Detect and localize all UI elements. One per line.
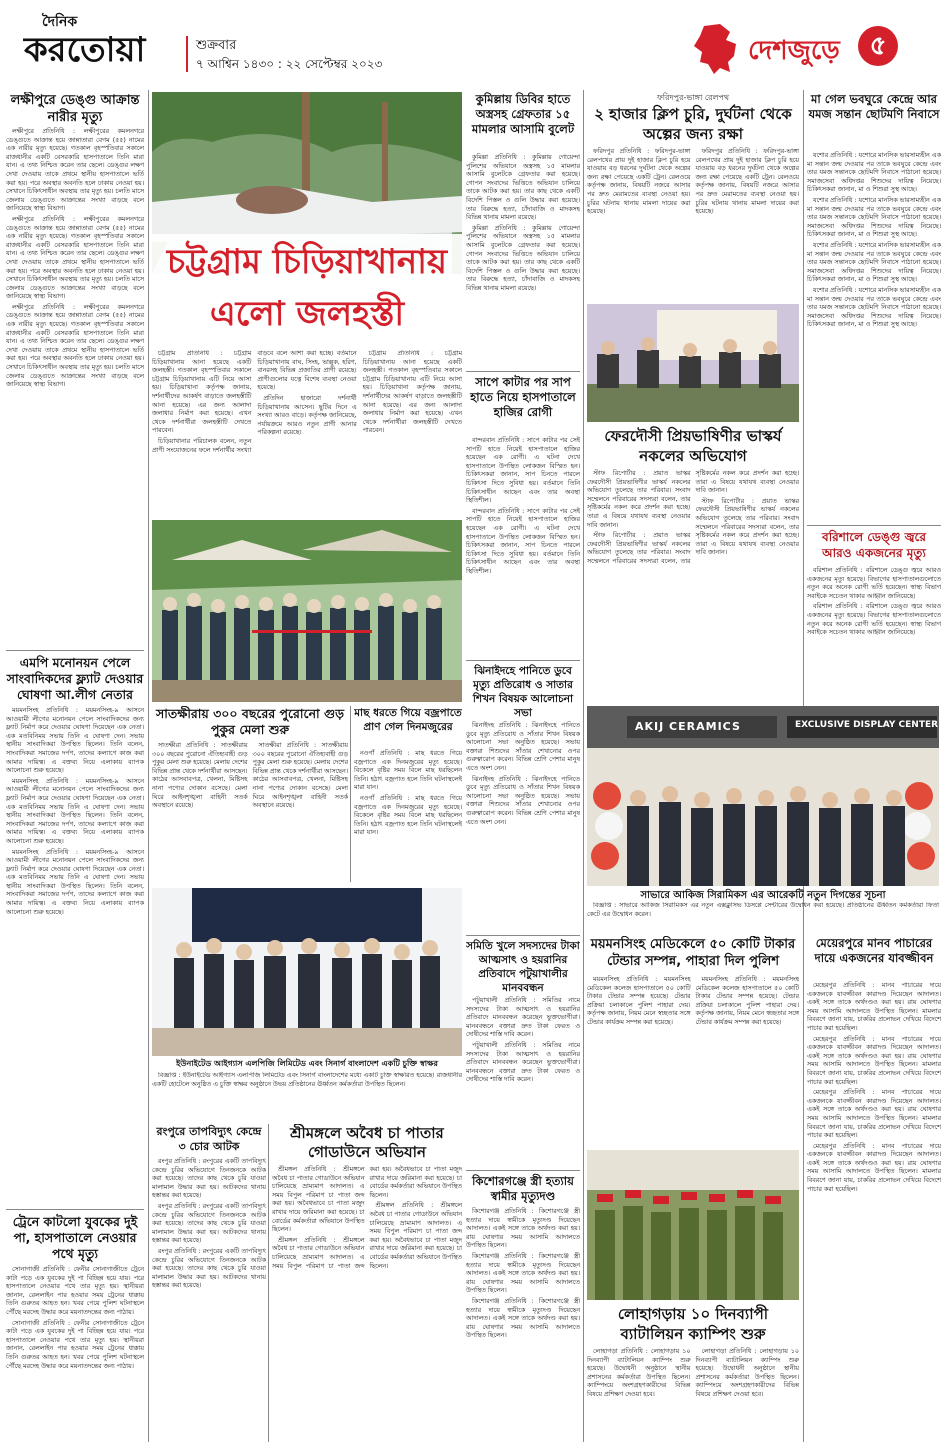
lead-headline: চট্টগ্রাম চিড়িয়াখানায় এলো জলহস্তী <box>152 234 462 346</box>
headline-mymensingh-tender: ময়মনসিংহ মেডিকেলে ৫০ কোটি টাকার টেন্ডার সম্পন্ন, পাহারা দিল পুলিশ <box>590 937 796 969</box>
article-text: বিজ্ঞপ্তি : ইউনাইটেড আইগ্যাস এলপিজি লিমিটেড এবং সিনার্গ বাংলাদেশের মধ্যে একটি চুক্তি স্বাক্ষরিত হয়েছে। রাজধানীর একটি হোটেলে অনুষ্ঠিত এ চুক্তি স্বাক্ষর অনুষ্ঠানে উভয় প্রতিষ্ঠানের ঊর্ধ্বতন কর্মকর্তারা উপস্থিত ছিলেন। <box>152 1072 462 1088</box>
article-gur-pukur <box>152 742 348 878</box>
masthead <box>0 0 945 88</box>
article-text: শ্রীমঙ্গল প্রতিনিধি : শ্রীমঙ্গলে অবৈধ চা পাতার গোডাউনে অভিযান চালিয়েছে ভ্রাম্যমাণ আদালত। এ সময় বিপুল পরিমাণ চা পাতা জব্দ করা হয়। অবৈধভাবে চা পাতা মজুদ রাখার দায়ে জরিমানা করা হয়েছে। চা বোর্ডের কর্মকর্তারা অভিযানে উপস্থিত ছিলেন। <box>369 1202 462 1270</box>
article-text: বরিশাল প্রতিনিধি : বরিশালে ডেঙ্গু জ্বরে আরও একজনের মৃত্যু হয়েছে। বিভাগের হাসপাতালগুলোতে নতুন করে অনেক রোগী ভর্তি হয়েছেন। স্বাস্থ্য বিভাগ সবাইকে সচেতন থাকার আহ্বান জানিয়েছে। <box>807 603 941 637</box>
article-text: বান্দরবান প্রতিনিধি : সাপে কাটার পর সেই সাপটি হাতে নিয়েই হাসপাতালে হাজির হয়েছেন এক রোগী। এ ঘটনা দেখে হাসপাতালে উপস্থিত লোকজন বিস্মিত হন। চিকিৎসকরা জানান, সাপ চিনতে পারলে চিকিৎসা দিতে সুবিধা হয়। বর্তমানে তিনি চিকিৎসাধীন আছেন এবং তার অবস্থা স্থিতিশীল। <box>466 437 580 505</box>
lead-article <box>152 350 462 518</box>
article-text: ঝিনাইদহ প্রতিনিধি : ঝিনাইদহে পানিতে ডুবে মৃত্যু প্রতিরোধ ও সাঁতার শিখন বিষয়ক আলোচনা সভা অনুষ্ঠিত হয়েছে। সভায় বক্তারা শিশুদের সাঁতার শেখানোর ওপর গুরুত্বারোপ করেন। বিভিন্ন শ্রেণি পেশার মানুষ এতে অংশ নেন। <box>466 775 580 826</box>
article-text: বরিশাল প্রতিনিধি : বরিশালে ডেঙ্গু জ্বরে আরও একজনের মৃত্যু হয়েছে। বিভাগের হাসপাতালগুলোতে নতুন করে অনেক রোগী ভর্তি হয়েছেন। স্বাস্থ্য বিভাগ সবাইকে সচেতন থাকার আহ্বান জানিয়েছে। <box>807 567 941 600</box>
headline-tea-raid: শ্রীমঙ্গলে অবৈধ চা পাতার গোডাউনে অভিযান <box>290 1124 444 1161</box>
article-text: মেহেরপুর প্রতিনিধি : মানব পাচারের দায়ে একজনকে যাবজ্জীবন কারাদণ্ড দিয়েছেন আদালত। একই সঙ্গে তাকে অর্থদণ্ডও করা হয়। রায় ঘোষণার সময় আসামি আদালতে উপস্থিত ছিলেন। মামলার বিবরণে জানা যায়, চাকরির প্রলোভন দেখিয়ে বিদেশে পাচার করা হয়েছিল। <box>807 982 941 1032</box>
article-text: ফরিদপুর প্রতিনিধি : ফরিদপুর-ভাঙ্গা রেলপথের প্রায় দুই হাজার ক্লিপ চুরি হয়ে যাওয়ায় বড় ধরনের দুর্ঘটনা থেকে অল্পের জন্য রক্ষা পেয়েছে একটি ট্রেন। রেলওয়ে কর্তৃপক্ষ জানায়, বিষয়টি নজরে আসার পর দ্রুত মেরামতের ব্যবস্থা নেওয়া হয়। চুরির ঘটনায় থানায় মামলা দায়ের করা হয়েছে। <box>695 148 799 216</box>
caption-agreement: ইউনাইটেড আইগ্যাস এলপিজি লিমিটেড এবং সিনার্গ বাংলাদেশ একটি চুক্তি স্বাক্ষর <box>176 1059 438 1068</box>
article-text: রংপুর প্রতিনিধি : রংপুরের একটি তাপবিদ্যুৎ কেন্দ্রে চুরির অভিযোগে তিনজনকে আটক করা হয়েছে। তাদের কাছ থেকে চুরি যাওয়া মালামাল উদ্ধার করা হয়। আটকদের থানায় হস্তান্তর করা হয়েছে। <box>152 1202 266 1245</box>
article-akij <box>587 902 939 932</box>
paper-name: করতোয়া <box>24 30 146 70</box>
article-text: ঝিনাইদহ প্রতিনিধি : ঝিনাইদহে পানিতে ডুবে মৃত্যু প্রতিরোধ ও সাঁতার শিখন বিষয়ক আলোচনা সভা অনুষ্ঠিত হয়েছে। সভায় বক্তারা শিশুদের সাঁতার শেখানোর ওপর গুরুত্বারোপ করেন। বিভিন্ন শ্রেণি পেশার মানুষ এতে অংশ নেন। <box>466 722 580 772</box>
article-divider <box>466 660 580 661</box>
article-text: চট্টগ্রাম প্রতিনিধি : চট্টগ্রাম চিড়িয়াখানায় আনা হয়েছে একটি জলহস্তী। গতকাল বৃহস্পতিবার সকালে চট্টগ্রাম চিড়িয়াখানায় এটি নিয়ে আসা হয়। চিড়িয়াখানা কর্তৃপক্ষ জানায়, দর্শনার্থীদের আকর্ষণ বাড়াতে জলহস্তীটি আনা হয়েছে। এর জন্য আলাদা জলাধার নির্মাণ করা হয়েছে। এখন থেকে দর্শনার্থীরা জলহস্তীটি দেখতে পারবেন। <box>362 350 462 435</box>
article-divider <box>6 1209 144 1210</box>
headline-lightning: মাছ ধরতে গিয়ে বজ্রপাতে প্রাণ গেল দিনমজুরের <box>354 707 462 733</box>
article-text: লোহাগড়া প্রতিনিধি : লোহাগড়ায় ১০ দিনব্যাপী ব্যাটালিয়ন ক্যাম্পিং শুরু হয়েছে। উদ্বোধনী অনুষ্ঠানে স্থানীয় প্রশাসনের কর্মকর্তারা উপস্থিত ছিলেন। ক্যাম্পিংয়ে অংশগ্রহণকারীদের বিভিন্ন বিষয়ে প্রশিক্ষণ দেওয়া হবে। <box>695 1348 799 1398</box>
article-text: ময়মনসিংহ প্রতিনিধি : ময়মনসিংহ-৯ আসনে আওয়ামী লীগের মনোনয়ন পেলে সাংবাদিকদের জন্য ফ্ল্যাট নির্মাণ করে দেওয়ার ঘোষণা দিয়েছেন এক নেতা। এক মতবিনিময় সভায় তিনি এ ঘোষণা দেন। সভায় স্থানীয় সাংবাদিকরা উপস্থিত ছিলেন। তিনি বলেন, সাংবাদিকরা সমাজের দর্পণ, তাদের কল্যাণে কাজ করা আমার দায়িত্ব। এ বক্তব্য নিয়ে এলাকায় ব্যাপক আলোচনা শুরু হয়েছে। <box>6 848 144 916</box>
story-rangpur-theft <box>152 1124 266 1442</box>
article-text: ময়মনসিংহ প্রতিনিধি : ময়মনসিংহ মেডিকেল কলেজ হাসপাতালে ৫০ কোটি টাকার টেন্ডার সম্পন্ন হয়েছে। টেন্ডার প্রক্রিয়া চলাকালে পুলিশ পাহারা দেয়। কর্তৃপক্ষ জানায়, নিয়ম মেনে স্বচ্ছতার সঙ্গে টেন্ডার কার্যক্রম সম্পন্ন করা হয়েছে। <box>695 976 799 1026</box>
column-rule <box>268 1124 269 1442</box>
article-text: চট্টগ্রাম প্রতিনিধি : চট্টগ্রাম চিড়িয়াখানায় আনা হয়েছে একটি জলহস্তী। গতকাল বৃহস্পতিবার সকালে চট্টগ্রাম চিড়িয়াখানায় এটি নিয়ে আসা হয়। চিড়িয়াখানা কর্তৃপক্ষ জানায়, দর্শনার্থীদের আকর্ষণ বাড়াতে জলহস্তীটি আনা হয়েছে। এর জন্য আলাদা জলাধার নির্মাণ করা হয়েছে। এখন থেকে দর্শনার্থীরা জলহস্তীটি দেখতে পারবেন। <box>152 350 252 435</box>
story-gur-pukur <box>152 706 348 882</box>
article-text: সোনাগাজী প্রতিনিধি : ফেনীর সোনাগাজীতে ট্রেনে কাটা পড়ে এক যুবকের দুই পা বিচ্ছিন্ন হয়ে যায়। পরে হাসপাতালে নেওয়ার পথে তার মৃত্যু হয়। স্থানীয়রা জানান, রেললাইন পার হওয়ার সময় ট্রেনের ধাক্কায় তিনি গুরুতর আহত হন। খবর পেয়ে পুলিশ ঘটনাস্থলে পৌঁছে মরদেহ উদ্ধার করে ময়নাতদন্তের জন্য পাঠায়। <box>6 1266 144 1316</box>
article-text: যশোর প্রতিনিধি : যশোরে মানসিক ভারসাম্যহীন এক মা সন্তান জন্ম দেওয়ার পর তাকে ভবঘুরে কেন্দ্রে এবং তার যমজ সন্তানকে ছোটমণি নিবাসে পাঠানো হয়েছে। সমাজসেবা অধিদপ্তর শিশুদের দায়িত্ব নিয়েছে। চিকিৎসকরা জানান, মা ও শিশুরা সুস্থ আছে। <box>807 286 941 329</box>
article-text: ময়মনসিংহ প্রতিনিধি : ময়মনসিংহ-৯ আসনে আওয়ামী লীগের মনোনয়ন পেলে সাংবাদিকদের জন্য ফ্ল্যাট নির্মাণ করে দেওয়ার ঘোষণা দিয়েছেন এক নেতা। এক মতবিনিময় সভায় তিনি এ ঘোষণা দেন। সভায় স্থানীয় সাংবাদিকরা উপস্থিত ছিলেন। তিনি বলেন, সাংবাদিকরা সমাজের দর্পণ, তাদের কল্যাণে কাজ করা আমার দায়িত্ব। এ বক্তব্য নিয়ে এলাকায় ব্যাপক আলোচনা শুরু হয়েছে। <box>6 777 144 845</box>
headline-kishoreganj-verdict: কিশোরগঞ্জে স্ত্রী হত্যায় স্বামীর মৃত্যুদণ্ড <box>472 1174 574 1203</box>
section-banner <box>690 22 900 74</box>
article-text: নওগাঁ প্রতিনিধি : মাছ ধরতে গিয়ে বজ্রপাতে এক দিনমজুরের মৃত্যু হয়েছে। বিকেলে বৃষ্টির সময় বিলে মাছ ধরছিলেন তিনি। হঠাৎ বজ্রপাত হলে তিনি ঘটনাস্থলেই মারা যান। <box>354 794 462 837</box>
article-jhenaidah-swim <box>466 722 580 932</box>
article-snake-patient <box>466 437 580 657</box>
article-text: কিশোরগঞ্জ প্রতিনিধি : কিশোরগঞ্জে স্ত্রী হত্যার দায়ে স্বামীকে মৃত্যুদণ্ড দিয়েছেন আদালত। একই সঙ্গে তাকে অর্থদণ্ড করা হয়। রায় ঘোষণার সময় আসামি আদালতে উপস্থিত ছিলেন। <box>466 1208 580 1250</box>
column-rule <box>583 90 584 1442</box>
column-rule <box>803 936 804 1442</box>
article-mp-nomination <box>6 707 144 1205</box>
article-text: লক্ষীপুরে প্রতিনিধি : লক্ষীপুরের কমলনগরে ডেঙ্গুতে আক্রান্ত হয়ে জান্নাতারা বেগম (৫৫) নামের এক নারীর মৃত্যু হয়েছে। গতকাল বৃহস্পতিবার সকালে রাজধানীর একটি বেসরকারি হাসপাতালে তিনি মারা যান। এ তথ্য নিশ্চিত করেন তার ছেলে। ডেঙ্গুর লক্ষণ দেখা দেওয়ায় তাকে প্রথমে স্থানীয় হাসপাতালে ভর্তি করা হয়। পরে অবস্থার অবনতি হলে ঢাকায় নেওয়া হয়। সেখানে চিকিৎসাধীন অবস্থায় তার মৃত্যু হয়। চলতি মাসে জেলায় ডেঙ্গুতে আক্রান্তের সংখ্যা বাড়ছে বলে জানিয়েছে স্বাস্থ্য বিভাগ। <box>6 128 144 213</box>
headline-snake-patient: সাপে কাটার পর সাপ হাতে নিয়ে হাসপাতালে হাজির রোগী <box>470 375 576 419</box>
article-text: স্টাফ রিপোর্টার : প্রয়াত ভাস্কর ফেরদৌসী প্রিয়ভাষিণীর ভাস্কর্য নকলের অভিযোগ তুলেছে তার পরিবার। সংবাদ সম্মেলনে পরিবারের সদস্যরা বলেন, তার সৃষ্টিকর্মের নকল করে প্রদর্শন করা হচ্ছে। তারা এ বিষয়ে যথাযথ ব্যবস্থা নেওয়ার দাবি জানান। <box>587 470 691 529</box>
headline-sculpture-copy: ফেরদৌসী প্রিয়ভাষিণীর ভাস্কর্য নকলের অভিযোগ <box>604 427 782 465</box>
masthead-divider <box>186 36 188 72</box>
article-text: স্টাফ রিপোর্টার : প্রয়াত ভাস্কর ফেরদৌসী প্রিয়ভাষিণীর ভাস্কর্য নকলের অভিযোগ তুলেছে তার পরিবার। সংবাদ সম্মেলনে পরিবারের সদস্যরা বলেন, তার সৃষ্টিকর্মের নকল করে প্রদর্শন করা হচ্ছে। তারা এ বিষয়ে যথাযথ ব্যবস্থা নেওয়ার দাবি জানান। <box>587 470 799 565</box>
akij-sign-subtext: EXCLUSIVE DISPLAY CENTER <box>795 720 939 730</box>
article-text: ফরিদপুর প্রতিনিধি : ফরিদপুর-ভাঙ্গা রেলপথের প্রায় দুই হাজার ক্লিপ চুরি হয়ে যাওয়ায় বড় ধরনের দুর্ঘটনা থেকে অল্পের জন্য রক্ষা পেয়েছে একটি ট্রেন। রেলওয়ে কর্তৃপক্ষ জানায়, বিষয়টি নজরে আসার পর দ্রুত মেরামতের ব্যবস্থা নেওয়া হয়। চুরির ঘটনায় থানায় মামলা দায়ের করা হয়েছে। <box>587 148 691 216</box>
issue-day: শুক্রবার <box>196 38 237 53</box>
photo-press-conference <box>587 304 799 422</box>
article-lightning <box>354 750 462 878</box>
article-rangpur-theft <box>152 1158 266 1438</box>
story-mymensingh-tender <box>587 936 799 1146</box>
article-divider <box>466 1170 580 1171</box>
caption-akij: সাভারে আকিজ সিরামিকস এর আরেকটি নতুন দিগন্তের সূচনা <box>640 890 886 901</box>
article-dengue-lakshmipur <box>6 128 144 646</box>
article-tea-raid <box>272 1166 462 1438</box>
article-text: কিশোরগঞ্জ প্রতিনিধি : কিশোরগঞ্জে স্ত্রী হত্যার দায়ে স্বামীকে মৃত্যুদণ্ড দিয়েছেন আদালত। একই সঙ্গে তাকে অর্থদণ্ড করা হয়। রায় ঘোষণার সময় আসামি আদালতে উপস্থিত ছিলেন। <box>466 1297 580 1340</box>
akij-sign-text: AKIJ CERAMICS <box>635 720 741 733</box>
article-text: লক্ষীপুরে প্রতিনিধি : লক্ষীপুরের কমলনগরে ডেঙ্গুতে আক্রান্ত হয়ে জান্নাতারা বেগম (৫৫) নামের এক নারীর মৃত্যু হয়েছে। গতকাল বৃহস্পতিবার সকালে রাজধানীর একটি বেসরকারি হাসপাতালে তিনি মারা যান। এ তথ্য নিশ্চিত করেন তার ছেলে। ডেঙ্গুর লক্ষণ দেখা দেওয়ায় তাকে প্রথমে স্থানীয় হাসপাতালে ভর্তি করা হয়। পরে অবস্থার অবনতি হলে ঢাকায় নেওয়া হয়। সেখানে চিকিৎসাধীন অবস্থায় তার মৃত্যু হয়। চলতি মাসে জেলায় ডেঙ্গুতে আক্রান্তের সংখ্যা বাড়ছে বলে জানিয়েছে স্বাস্থ্য বিভাগ। <box>6 303 144 389</box>
photo-battalion-camping <box>587 1150 799 1300</box>
article-patuakhali-protest <box>466 997 580 1167</box>
article-divider <box>6 650 144 651</box>
column-left <box>6 92 144 1442</box>
headline-patuakhali-protest: সমিতি খুলে সদস্যদের টাকা আত্মসাৎ ও হয়রানির প্রতিবাদে পটুয়াখালীর মানববন্ধন <box>466 940 580 994</box>
article-text: শ্রীমঙ্গল প্রতিনিধি : শ্রীমঙ্গলে অবৈধ চা পাতার গোডাউনে অভিযান চালিয়েছে ভ্রাম্যমাণ আদালত। এ সময় বিপুল পরিমাণ চা পাতা জব্দ করা হয়। অবৈধভাবে চা পাতা মজুদ রাখার দায়ে জরিমানা করা হয়েছে। চা বোর্ডের কর্মকর্তারা অভিযানে উপস্থিত ছিলেন। <box>272 1166 365 1234</box>
headline-comilla-arrest: কুমিল্লায় ডিবির হাতে অস্ত্রসহ গ্রেফতার ১৫ মামলার আসামি বুলেট <box>471 92 575 136</box>
column-rule <box>350 706 351 882</box>
article-text: পটুয়াখালী প্রতিনিধি : সমিতির নামে সদস্যদের টাকা আত্মসাৎ ও হয়রানির প্রতিবাদে মানববন্ধন করেছেন ভুক্তভোগীরা। মানববন্ধনে বক্তারা দ্রুত টাকা ফেরত ও দোষীদের শাস্তি দাবি করেন। <box>466 997 580 1039</box>
photo-fair-opening <box>152 520 462 702</box>
headline-clip-theft: ২ হাজার ক্লিপ চুরি, দুর্ঘটনা থেকে অল্পের জন্য রক্ষা <box>594 105 792 143</box>
headline-barishal-dengue: বরিশালে ডেঙ্গু জ্বরে আরও একজনের মৃত্যু <box>822 530 926 560</box>
headline-human-trafficking: মেয়েরপুরে মানব পাচারের দায়ে একজনের যাবজ্জীবন <box>814 936 934 965</box>
article-text: বান্দরবান প্রতিনিধি : সাপে কাটার পর সেই সাপটি হাতে নিয়েই হাসপাতালে হাজির হয়েছেন এক রোগী। এ ঘটনা দেখে হাসপাতালে উপস্থিত লোকজন বিস্মিত হন। চিকিৎসকরা জানান, সাপ চিনতে পারলে চিকিৎসা দিতে সুবিধা হয়। বর্তমানে তিনি চিকিৎসাধীন আছেন এবং তার অবস্থা স্থিতিশীল। <box>466 507 580 575</box>
kicker-faridpur-rail: ফরিদপুর-ভাঙ্গা রেলপথ <box>656 93 730 102</box>
article-kishoreganj-verdict <box>466 1208 580 1408</box>
story-battalion-camping <box>587 1304 799 1442</box>
article-text: স্টাফ রিপোর্টার : প্রয়াত ভাস্কর ফেরদৌসী প্রিয়ভাষিণীর ভাস্কর্য নকলের অভিযোগ তুলেছে তার পরিবার। সংবাদ সম্মেলনে পরিবারের সদস্যরা বলেন, তার সৃষ্টিকর্মের নকল করে প্রদর্শন করা হচ্ছে। তারা এ বিষয়ে যথাযথ ব্যবস্থা নেওয়ার দাবি জানান। <box>695 497 799 557</box>
photo-agreement-signing <box>152 888 462 1056</box>
article-text: যশোর প্রতিনিধি : যশোরে মানসিক ভারসাম্যহীন এক মা সন্তান জন্ম দেওয়ার পর তাকে ভবঘুরে কেন্দ্রে এবং তার যমজ সন্তানকে ছোটমণি নিবাসে পাঠানো হয়েছে। সমাজসেবা অধিদপ্তর শিশুদের দায়িত্ব নিয়েছে। চিকিৎসকরা জানান, মা ও শিশুরা সুস্থ আছে। <box>807 152 941 194</box>
article-clip-theft <box>587 148 799 302</box>
article-divider <box>466 935 580 936</box>
article-train-accident <box>6 1266 144 1436</box>
article-human-trafficking <box>807 982 941 1438</box>
page-number-text: ৫ <box>869 31 887 61</box>
story-human-trafficking <box>807 936 941 1442</box>
article-text: মেহেরপুর প্রতিনিধি : মানব পাচারের দায়ে একজনকে যাবজ্জীবন কারাদণ্ড দিয়েছেন আদালত। একই সঙ্গে তাকে অর্থদণ্ডও করা হয়। রায় ঘোষণার সময় আসামি আদালতে উপস্থিত ছিলেন। মামলার বিবরণে জানা যায়, চাকরির প্রলোভন দেখিয়ে বিদেশে পাচার করা হয়েছিল। <box>807 1142 941 1193</box>
article-text: কুমিল্লা প্রতিনিধি : কুমিল্লায় গোয়েন্দা পুলিশের অভিযানে অস্ত্রসহ ১৫ মামলার আসামি বুলেটকে গ্রেফতার করা হয়েছে। গোপন সংবাদের ভিত্তিতে অভিযান চালিয়ে তাকে আটক করা হয়। তার কাছ থেকে একটি বিদেশি পিস্তল ও গুলি উদ্ধার করা হয়েছে। তার বিরুদ্ধে হত্যা, চাঁদাবাজি ও মাদকসহ বিভিন্ন থানায় মামলা রয়েছে। <box>466 224 580 292</box>
article-text: কিশোরগঞ্জ প্রতিনিধি : কিশোরগঞ্জে স্ত্রী হত্যার দায়ে স্বামীকে মৃত্যুদণ্ড দিয়েছেন আদালত। একই সঙ্গে তাকে অর্থদণ্ড করা হয়। রায় ঘোষণার সময় আসামি আদালতে উপস্থিত ছিলেন। <box>466 1252 580 1295</box>
article-mother-twins <box>807 152 941 522</box>
article-text: বিজ্ঞপ্তি : সাভারে আকিজ সিরামিকস এর নতুন এক্সক্লুসিভ ডিসপ্লে সেন্টারের উদ্বোধন করা হয়েছে। প্রতিষ্ঠানের ঊর্ধ্বতন কর্মকর্তারা ফিতা কেটে এর উদ্বোধন করেন। <box>587 902 939 918</box>
headline-gur-pukur: সাতক্ষীরায় ৩০০ বছরের পুরোনো গুড় পুকুর মেলা শুরু <box>155 706 345 737</box>
article-text: সোনাগাজী প্রতিনিধি : ফেনীর সোনাগাজীতে ট্রেনে কাটা পড়ে এক যুবকের দুই পা বিচ্ছিন্ন হয়ে যায়। পরে হাসপাতালে নেওয়ার পথে তার মৃত্যু হয়। স্থানীয়রা জানান, রেললাইন পার হওয়ার সময় ট্রেনের ধাক্কায় তিনি গুরুতর আহত হন। খবর পেয়ে পুলিশ ঘটনাস্থলে পৌঁছে মরদেহ উদ্ধার করে ময়নাতদন্তের জন্য পাঠায়। <box>6 1319 144 1370</box>
story-lightning <box>354 706 462 882</box>
page-number <box>858 26 898 66</box>
article-text: সাতক্ষীরা প্রতিনিধি : সাতক্ষীরায় ৩০০ বছরের পুরোনো ঐতিহ্যবাহী গুড় পুকুর মেলা শুরু হয়েছে। মেলায় দেশের বিভিন্ন প্রান্ত থেকে দর্শনার্থীরা আসছেন। কাঠের আসবাবপত্র, খেলনা, মিষ্টিসহ নানা পণ্যের দোকান বসেছে। মেলা ঘিরে আইনশৃঙ্খলা বাহিনী সতর্ক অবস্থানে রয়েছে। <box>252 742 348 810</box>
article-text: লোহাগড়া প্রতিনিধি : লোহাগড়ায় ১০ দিনব্যাপী ব্যাটালিয়ন ক্যাম্পিং শুরু হয়েছে। উদ্বোধনী অনুষ্ঠানে স্থানীয় প্রশাসনের কর্মকর্তারা উপস্থিত ছিলেন। ক্যাম্পিংয়ে অংশগ্রহণকারীদের বিভিন্ন বিষয়ে প্রশিক্ষণ দেওয়া হবে। <box>587 1348 691 1398</box>
story-tea-raid <box>272 1124 462 1442</box>
column-far-right <box>807 92 941 702</box>
article-agreement <box>152 1072 462 1120</box>
article-divider <box>466 371 580 372</box>
headline-battalion-camping: লোহাগড়ায় ১০ দিনব্যাপী ব্যাটালিয়ন ক্যাম্পিং শুরু <box>617 1305 769 1343</box>
article-sculpture-copy <box>587 470 799 708</box>
article-barishal-dengue <box>807 567 941 697</box>
article-text: ময়মনসিংহ প্রতিনিধি : ময়মনসিংহ মেডিকেল কলেজ হাসপাতালে ৫০ কোটি টাকার টেন্ডার সম্পন্ন হয়েছে। টেন্ডার প্রক্রিয়া চলাকালে পুলিশ পাহারা দেয়। কর্তৃপক্ষ জানায়, নিয়ম মেনে স্বচ্ছতার সঙ্গে টেন্ডার কার্যক্রম সম্পন্ন করা হয়েছে। <box>587 976 691 1026</box>
article-text: যশোর প্রতিনিধি : যশোরে মানসিক ভারসাম্যহীন এক মা সন্তান জন্ম দেওয়ার পর তাকে ভবঘুরে কেন্দ্রে এবং তার যমজ সন্তানকে ছোটমণি নিবাসে পাঠানো হয়েছে। সমাজসেবা অধিদপ্তর শিশুদের দায়িত্ব নিয়েছে। চিকিৎসকরা জানান, মা ও শিশুরা সুস্থ আছে। <box>807 241 941 284</box>
article-text: ময়মনসিংহ প্রতিনিধি : ময়মনসিংহ-৯ আসনে আওয়ামী লীগের মনোনয়ন পেলে সাংবাদিকদের জন্য ফ্ল্যাট নির্মাণ করে দেওয়ার ঘোষণা দিয়েছেন এক নেতা। এক মতবিনিময় সভায় তিনি এ ঘোষণা দেন। সভায় স্থানীয় সাংবাদিকরা উপস্থিত ছিলেন। তিনি বলেন, সাংবাদিকরা সমাজের দর্পণ, তাদের কল্যাণে কাজ করা আমার দায়িত্ব। এ বক্তব্য নিয়ে এলাকায় ব্যাপক আলোচনা শুরু হয়েছে। <box>6 707 144 775</box>
headline-jhenaidah-swim: ঝিনাইদহে পানিতে ডুবে মৃত্যু প্রতিরোধ ও সাতার শিখন বিষয়ক আলোচনা সভা <box>472 665 574 719</box>
article-comilla-arrest <box>466 154 580 368</box>
article-divider <box>807 525 941 526</box>
column-rule <box>148 90 149 1442</box>
headline-mp-nomination: এমপি মনোনয়ন পেলে সাংবাদিকদের ফ্ল্যাট দেওয়ার ঘোষণা আ.লীগ নেতার <box>6 655 144 702</box>
column-inner <box>466 92 580 1442</box>
article-battalion-camping <box>587 1348 799 1440</box>
article-text: চিড়িয়াখানার পরিচালক বলেন, নতুন প্রাণী সংযোজনের ফলে দর্শনার্থীর সংখ্যা বাড়বে বলে আশা করা হচ্ছে। বর্তমানে চিড়িয়াখানায় বাঘ, সিংহ, ভাল্লুক, হরিণ, বানরসহ বিভিন্ন প্রজাতির প্রাণী রয়েছে। প্রাণীগুলোর যত্নে বিশেষ ব্যবস্থা নেওয়া হয়েছে। <box>152 350 357 454</box>
article-mymensingh-tender <box>587 976 799 1142</box>
section-title: দেশজুড়ে <box>748 36 840 66</box>
article-text: নওগাঁ প্রতিনিধি : মাছ ধরতে গিয়ে বজ্রপাতে এক দিনমজুরের মৃত্যু হয়েছে। বিকেলে বৃষ্টির সময় বিলে মাছ ধরছিলেন তিনি। হঠাৎ বজ্রপাত হলে তিনি ঘটনাস্থলেই মারা যান। <box>354 750 462 792</box>
article-text: প্রতিদিন হাজারো দর্শনার্থী চিড়িয়াখানায় আসেন। ছুটির দিনে এ সংখ্যা আরও বাড়ে। কর্তৃপক্ষ জানিয়েছে, পর্যায়ক্রমে আরও নতুন প্রাণী আনার পরিকল্পনা রয়েছে। <box>257 394 357 437</box>
article-text: রংপুর প্রতিনিধি : রংপুরের একটি তাপবিদ্যুৎ কেন্দ্রে চুরির অভিযোগে তিনজনকে আটক করা হয়েছে। তাদের কাছ থেকে চুরি যাওয়া মালামাল উদ্ধার করা হয়। আটকদের থানায় হস্তান্তর করা হয়েছে। <box>152 1247 266 1290</box>
paper-small-name: দৈনিক <box>42 14 78 30</box>
issue-date: ৭ আশ্বিন ১৪৩০ : ২২ সেপ্টেম্বর ২০২৩ <box>196 57 383 71</box>
article-text: মেহেরপুর প্রতিনিধি : মানব পাচারের দায়ে একজনকে যাবজ্জীবন কারাদণ্ড দিয়েছেন আদালত। একই সঙ্গে তাকে অর্থদণ্ডও করা হয়। রায় ঘোষণার সময় আসামি আদালতে উপস্থিত ছিলেন। মামলার বিবরণে জানা যায়, চাকরির প্রলোভন দেখিয়ে বিদেশে পাচার করা হয়েছিল। <box>807 1089 941 1140</box>
bangladesh-map-icon <box>690 22 744 76</box>
headline-rangpur-theft: রংপুরে তাপবিদ্যুৎ কেন্দ্রে ৩ চোর আটক <box>156 1125 262 1153</box>
article-text: কুমিল্লা প্রতিনিধি : কুমিল্লায় গোয়েন্দা পুলিশের অভিযানে অস্ত্রসহ ১৫ মামলার আসামি বুলেটকে গ্রেফতার করা হয়েছে। গোপন সংবাদের ভিত্তিতে অভিযান চালিয়ে তাকে আটক করা হয়। তার কাছ থেকে একটি বিদেশি পিস্তল ও গুলি উদ্ধার করা হয়েছে। তার বিরুদ্ধে হত্যা, চাঁদাবাজি ও মাদকসহ বিভিন্ন থানায় মামলা রয়েছে। <box>466 154 580 222</box>
photo-akij-opening <box>587 706 939 886</box>
headline-mother-twins: মা গেল ভবঘুরে কেন্দ্রে আর যমজ সন্তান ছোটমণি নিবাসে <box>808 92 940 121</box>
article-text: লক্ষীপুরে প্রতিনিধি : লক্ষীপুরের কমলনগরে ডেঙ্গুতে আক্রান্ত হয়ে জান্নাতারা বেগম (৫৫) নামের এক নারীর মৃত্যু হয়েছে। গতকাল বৃহস্পতিবার সকালে রাজধানীর একটি বেসরকারি হাসপাতালে তিনি মারা যান। এ তথ্য নিশ্চিত করেন তার ছেলে। ডেঙ্গুর লক্ষণ দেখা দেওয়ায় তাকে প্রথমে স্থানীয় হাসপাতালে ভর্তি করা হয়। পরে অবস্থার অবনতি হলে ঢাকায় নেওয়া হয়। সেখানে চিকিৎসাধীন অবস্থায় তার মৃত্যু হয়। চলতি মাসে জেলায় ডেঙ্গুতে আক্রান্তের সংখ্যা বাড়ছে বলে জানিয়েছে স্বাস্থ্য বিভাগ। <box>6 215 144 301</box>
article-text: যশোর প্রতিনিধি : যশোরে মানসিক ভারসাম্যহীন এক মা সন্তান জন্ম দেওয়ার পর তাকে ভবঘুরে কেন্দ্রে এবং তার যমজ সন্তানকে ছোটমণি নিবাসে পাঠানো হয়েছে। সমাজসেবা অধিদপ্তর শিশুদের দায়িত্ব নিয়েছে। চিকিৎসকরা জানান, মা ও শিশুরা সুস্থ আছে। <box>807 196 941 239</box>
article-text: মেহেরপুর প্রতিনিধি : মানব পাচারের দায়ে একজনকে যাবজ্জীবন কারাদণ্ড দিয়েছেন আদালত। একই সঙ্গে তাকে অর্থদণ্ডও করা হয়। রায় ঘোষণার সময় আসামি আদালতে উপস্থিত ছিলেন। মামলার বিবরণে জানা যায়, চাকরির প্রলোভন দেখিয়ে বিদেশে পাচার করা হয়েছিল। <box>807 1035 941 1086</box>
article-text: রংপুর প্রতিনিধি : রংপুরের একটি তাপবিদ্যুৎ কেন্দ্রে চুরির অভিযোগে তিনজনকে আটক করা হয়েছে। তাদের কাছ থেকে চুরি যাওয়া মালামাল উদ্ধার করা হয়। আটকদের থানায় হস্তান্তর করা হয়েছে। <box>152 1158 266 1200</box>
article-text: শ্রীমঙ্গল প্রতিনিধি : শ্রীমঙ্গলে অবৈধ চা পাতার গোডাউনে অভিযান চালিয়েছে ভ্রাম্যমাণ আদালত। এ সময় বিপুল পরিমাণ চা পাতা জব্দ করা হয়। অবৈধভাবে চা পাতা মজুদ রাখার দায়ে জরিমানা করা হয়েছে। চা বোর্ডের কর্মকর্তারা অভিযানে উপস্থিত ছিলেন। <box>272 1166 462 1270</box>
headline-train-accident: ট্রেনে কাটলো যুবকের দুই পা, হাসপাতালে নেওয়ার পথে মৃত্যু <box>12 1214 138 1261</box>
article-text: পটুয়াখালী প্রতিনিধি : সমিতির নামে সদস্যদের টাকা আত্মসাৎ ও হয়রানির প্রতিবাদে মানববন্ধন করেছেন ভুক্তভোগীরা। মানববন্ধনে বক্তারা দ্রুত টাকা ফেরত ও দোষীদের শাস্তি দাবি করেন। <box>466 1041 580 1084</box>
article-text: সাতক্ষীরা প্রতিনিধি : সাতক্ষীরায় ৩০০ বছরের পুরোনো ঐতিহ্যবাহী গুড় পুকুর মেলা শুরু হয়েছে। মেলায় দেশের বিভিন্ন প্রান্ত থেকে দর্শনার্থীরা আসছেন। কাঠের আসবাবপত্র, খেলনা, মিষ্টিসহ নানা পণ্যের দোকান বসেছে। মেলা ঘিরে আইনশৃঙ্খলা বাহিনী সতর্ক অবস্থানে রয়েছে। <box>152 742 248 810</box>
headline-dengue-lakshmipur: লক্ষীপুরে ডেঙ্গু আক্রান্ত নারীর মৃত্যু <box>10 93 140 125</box>
